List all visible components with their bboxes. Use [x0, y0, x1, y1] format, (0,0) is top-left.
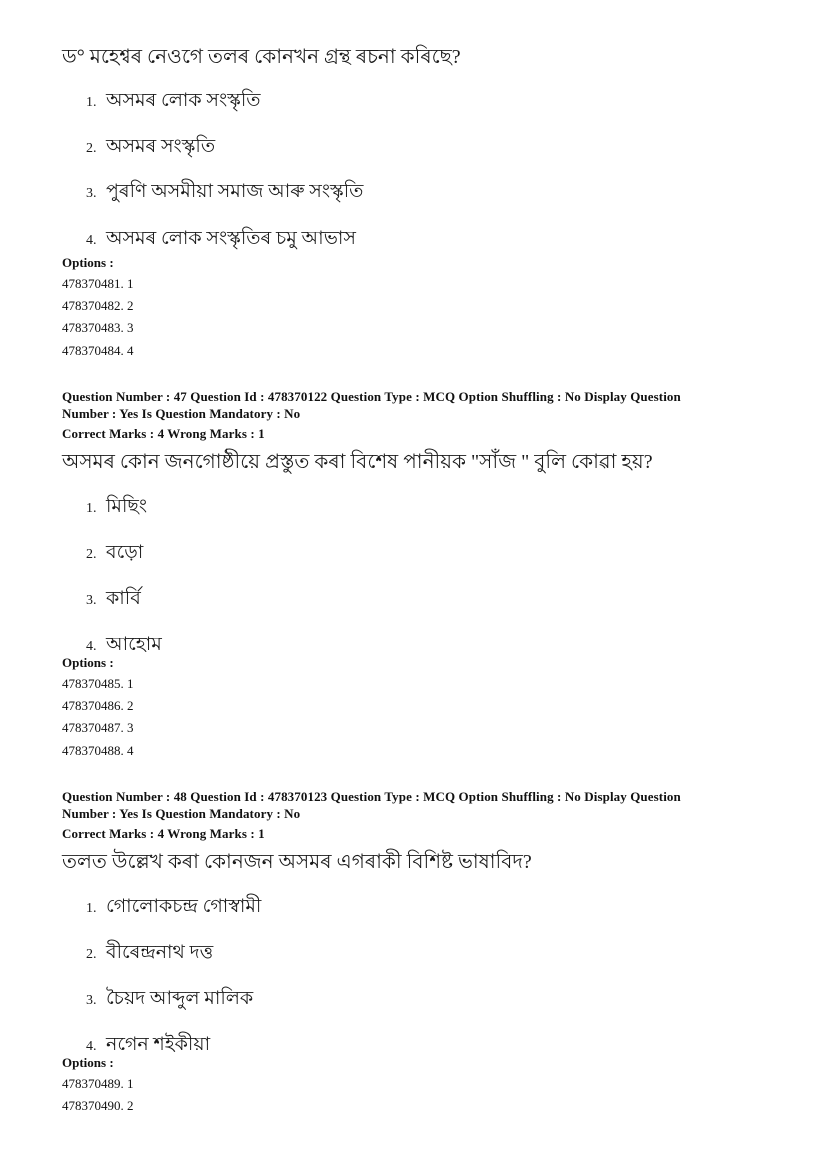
question-marks: Correct Marks : 4 Wrong Marks : 1 [62, 826, 265, 841]
choice-number: 2. [86, 547, 97, 562]
choice-text: গোলোকচন্দ্ৰ গোস্বামী [106, 896, 262, 917]
choice-text: পুৰণি অসমীয়া সমাজ আৰু সংস্কৃতি [106, 181, 364, 202]
question-text: তলত উল্লেখ কৰা কোনজন অসমৰ এগৰাকী বিশিষ্ট ভাষাবিদ? [62, 851, 532, 873]
option-id: 478370489. 1 [62, 1076, 134, 1091]
choice-2 [86, 938, 213, 970]
option-id: 478370483. 3 [62, 320, 134, 335]
options-label: Options : [62, 1055, 114, 1070]
choice-text: মিছিং [106, 496, 148, 517]
choice-4 [86, 224, 356, 256]
options-label: Options : [62, 255, 114, 270]
option-id: 478370482. 2 [62, 298, 134, 313]
choice-2 [86, 132, 215, 164]
choice-number: 2. [86, 141, 97, 156]
question-meta-line1: Question Number : 48 Question Id : 478370123 Question Type : MCQ Option Shuffling : No Display Question [62, 789, 681, 804]
option-id: 478370488. 4 [62, 743, 134, 758]
choice-3 [86, 177, 363, 209]
choice-text: নগেন শইকীয়া [106, 1034, 211, 1055]
choice-number: 4. [86, 639, 97, 654]
question-meta-line1: Question Number : 47 Question Id : 478370122 Question Type : MCQ Option Shuffling : No Display Question [62, 389, 681, 404]
option-id: 478370481. 1 [62, 276, 134, 291]
choice-text: আহোম [106, 634, 162, 655]
choice-number: 3. [86, 993, 97, 1008]
choice-text: কাৰ্বি [106, 588, 141, 609]
question-meta-line2: Number : Yes Is Question Mandatory : No [62, 406, 301, 421]
choice-text: বীৰেন্দ্ৰনাথ দত্ত [106, 942, 214, 963]
option-id: 478370486. 2 [62, 698, 134, 713]
choice-text: অসমৰ লোক সংস্কৃতিৰ চমু আভাস [106, 228, 356, 249]
choice-text: অসমৰ সংস্কৃতি [106, 136, 216, 157]
choice-1 [86, 86, 261, 118]
choice-text: চৈয়দ আব্দুল মালিক [106, 988, 254, 1009]
option-id: 478370490. 2 [62, 1098, 134, 1113]
option-id: 478370485. 1 [62, 676, 134, 691]
question-meta-line2: Number : Yes Is Question Mandatory : No [62, 806, 301, 821]
options-label: Options : [62, 655, 114, 670]
choice-3 [86, 984, 253, 1016]
choice-number: 3. [86, 186, 97, 201]
question-marks: Correct Marks : 4 Wrong Marks : 1 [62, 426, 265, 441]
option-id: 478370487. 3 [62, 720, 134, 735]
choice-2 [86, 538, 143, 570]
choice-number: 1. [86, 901, 97, 916]
question-text: ড° মহেশ্বৰ নেওগে তলৰ কোনখন গ্ৰন্থ ৰচনা কৰিছে? [62, 46, 461, 68]
choice-text: বড়ো [106, 542, 144, 563]
choice-number: 1. [86, 95, 97, 110]
choice-1 [86, 492, 147, 524]
choice-number: 4. [86, 233, 97, 248]
choice-1 [86, 892, 261, 924]
option-id: 478370484. 4 [62, 343, 134, 358]
choice-text: অসমৰ লোক সংস্কৃতি [106, 90, 261, 111]
choice-number: 2. [86, 947, 97, 962]
choice-number: 3. [86, 593, 97, 608]
choice-3 [86, 584, 141, 616]
choice-number: 1. [86, 501, 97, 516]
choice-number: 4. [86, 1039, 97, 1054]
question-text: অসমৰ কোন জনগোষ্ঠীয়ে প্ৰস্তুত কৰা বিশেষ পানীয়ক "সাঁজ " বুলি কোৱা হয়? [62, 451, 653, 473]
